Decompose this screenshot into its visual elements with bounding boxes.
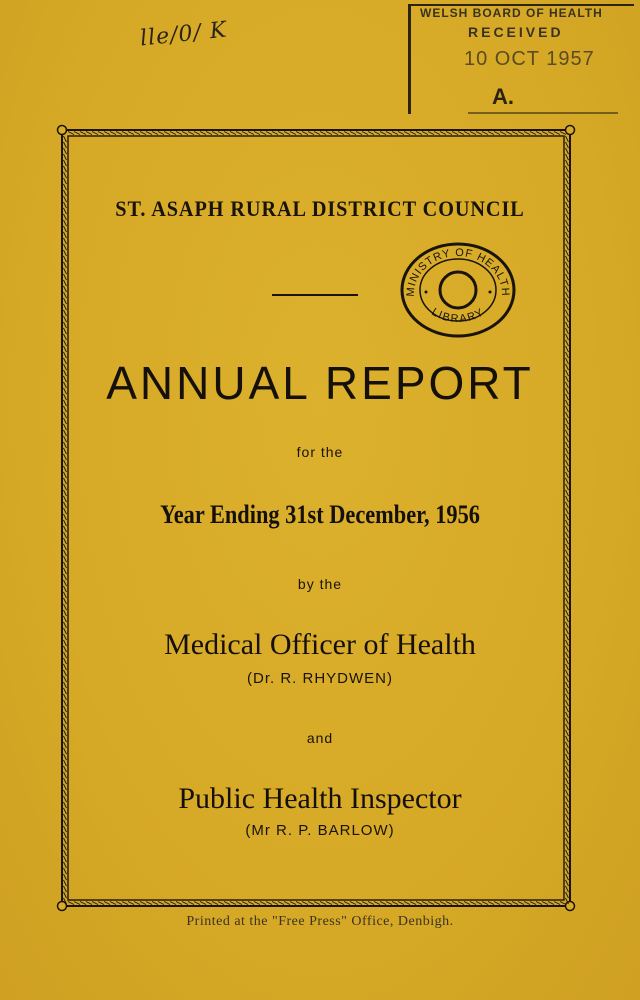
- health-inspector-role: Public Health Inspector: [178, 782, 462, 815]
- received-stamp: [408, 0, 640, 118]
- year-ending: Year Ending 31st December, 1956: [160, 500, 480, 529]
- handwritten-note: lle/0/ K: [138, 17, 229, 52]
- stamp-border-bottom: [468, 112, 618, 114]
- stamp-border-left: [408, 4, 411, 114]
- health-inspector-name: (Mr R. P. BARLOW): [245, 822, 395, 839]
- council-name: ST. ASAPH RURAL DISTRICT COUNCIL: [115, 196, 525, 221]
- title-rule: [272, 294, 358, 296]
- for-the-text: for the: [296, 444, 344, 460]
- stamp-received-text: RECEIVED: [468, 24, 564, 40]
- by-the-text: by the: [297, 576, 343, 592]
- printer-imprint: Printed at the "Free Press" Office, Denbigh.: [186, 914, 454, 929]
- seal-bottom-text: LIBRARY: [429, 305, 487, 326]
- stamp-board-text: WELSH BOARD OF HEALTH: [420, 6, 603, 20]
- stamp-date: 10 OCT 1957: [464, 48, 595, 70]
- report-title: ANNUAL REPORT: [106, 357, 534, 409]
- library-seal-stamp: [398, 240, 518, 340]
- seal-top-text: MINISTRY OF HEALTH: [404, 246, 512, 298]
- medical-officer-role: Medical Officer of Health: [164, 628, 476, 661]
- stamp-initial: A.: [492, 84, 514, 109]
- and-text: and: [306, 730, 334, 746]
- medical-officer-name: (Dr. R. RHYDWEN): [247, 670, 393, 687]
